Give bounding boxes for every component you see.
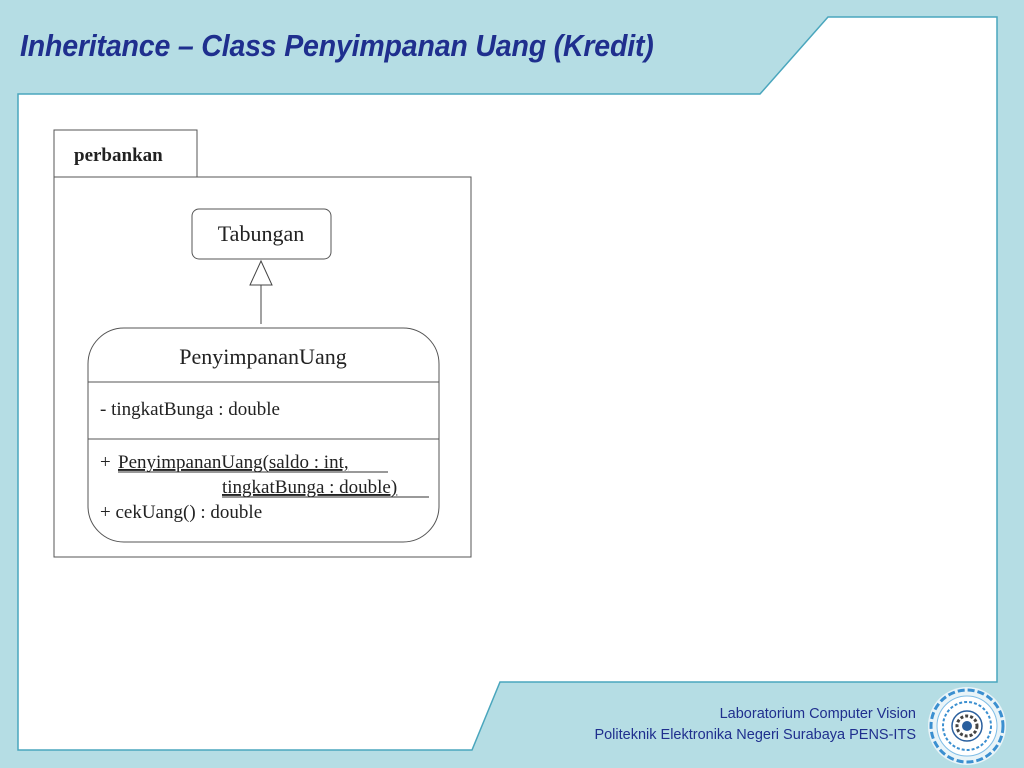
parent-class-name: Tabungan [217, 221, 305, 246]
package-name: perbankan [74, 145, 163, 166]
footer-institution: Politeknik Elektronika Negeri Surabaya PENS-ITS [594, 727, 916, 743]
uml-diagram [50, 128, 480, 568]
pens-its-logo-icon [927, 686, 1007, 766]
constructor-line-2: tingkatBunga : double) [222, 477, 398, 498]
class-method: + cekUang() : double [100, 502, 263, 523]
child-class-name: PenyimpananUang [179, 344, 347, 369]
constructor-prefix: + [100, 452, 116, 473]
footer-lab-name: Laboratorium Computer Vision [719, 706, 916, 722]
constructor-line-1: PenyimpananUang(saldo : int, [118, 452, 349, 473]
class-attribute: - tingkatBunga : double [100, 399, 280, 420]
slide-title: Inheritance – Class Penyimpanan Uang (Kredit) [20, 28, 654, 63]
